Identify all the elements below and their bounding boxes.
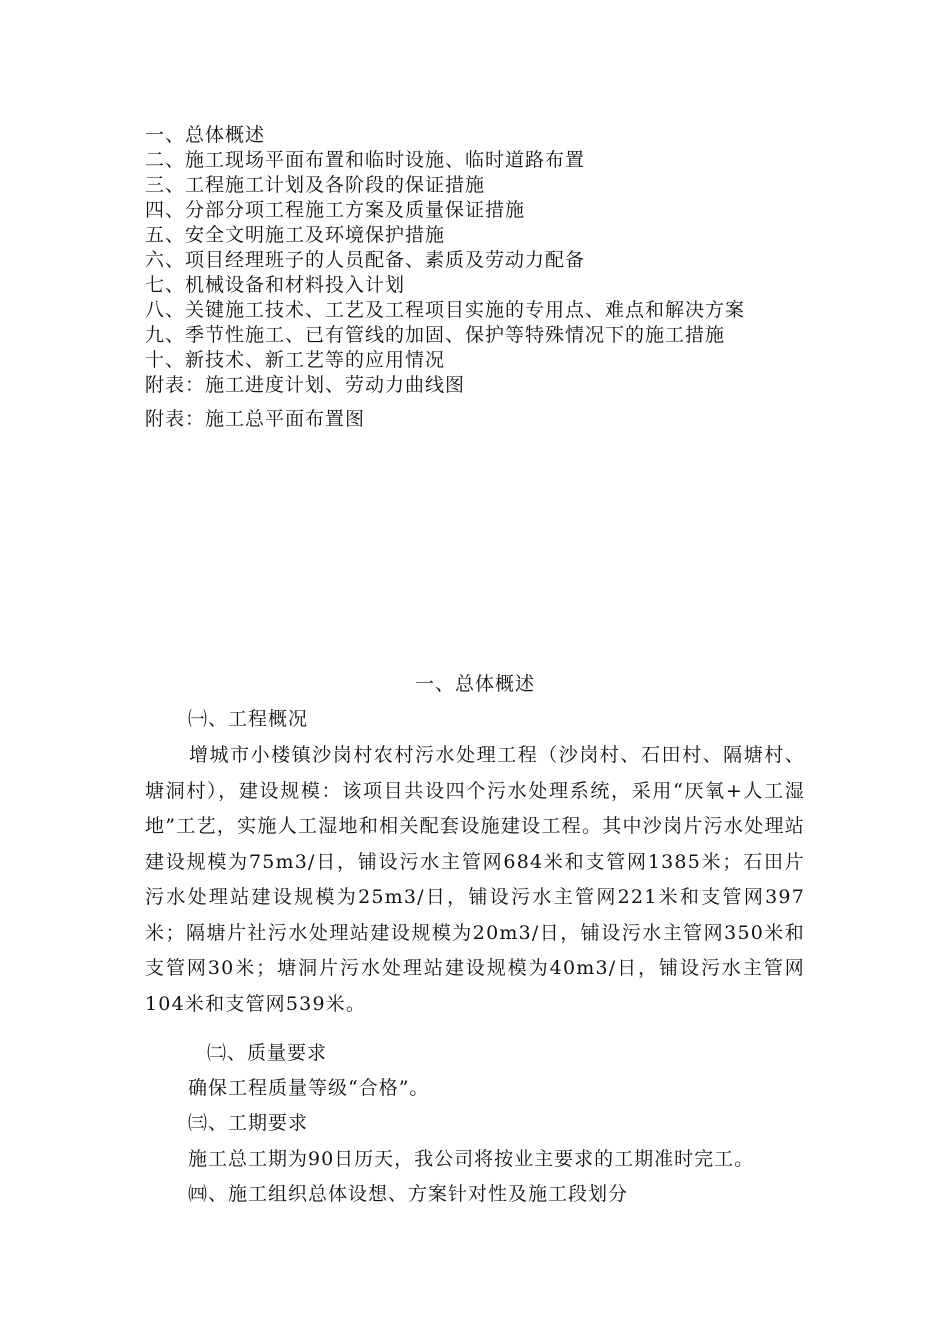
table-of-contents [145, 123, 845, 432]
section-title: 一、总体概述 [414, 673, 535, 695]
toc-item: 二、施工现场平面布置和临时设施、临时道路布置 [145, 149, 586, 171]
subheading-quality-requirements: ㈡、质量要求 [207, 1042, 328, 1064]
schedule-requirements-text: 施工总工期为90日历天，我公司将按业主要求的工期准时完工。 [188, 1148, 755, 1170]
subheading-project-overview: ㈠、工程概况 [188, 708, 309, 730]
toc-item: 七、机械设备和材料投入计划 [145, 274, 406, 296]
subheading-schedule-requirements: ㈢、工期要求 [188, 1112, 309, 1134]
toc-item: 六、项目经理班子的人员配备、素质及劳动力配备 [145, 249, 586, 271]
toc-item: 附表：施工进度计划、劳动力曲线图 [145, 374, 466, 396]
project-overview-paragraph: 增城市小楼镇沙岗村农村污水处理工程（沙岗村、石田村、隔塘村、塘洞村），建设规模：该项目共设四个污水处理系统，采用“厌氧+人工湿地”工艺，实施人工湿地和相关配套设施建设工程。其中沙岗片污水处理站建设规模为75m3/日，铺设污水主管网684米和支管网1385米；石田片污水处理站建设规模为25m3/日，铺设污水主管网221米和支管网397米；隔塘片社污水处理站建设规模为20m3/日，铺设污水主管网350米和支管网30米；塘洞片污水处理站建设规模为40m3/日，铺设污水主管网104米和支管网539米。 [145, 744, 805, 1015]
toc-item: 十、新技术、新工艺等的应用情况 [145, 349, 446, 371]
toc-item: 四、分部分项工程施工方案及质量保证措施 [145, 199, 526, 221]
toc-item: 三、工程施工计划及各阶段的保证措施 [145, 174, 486, 196]
toc-item: 九、季节性施工、已有管线的加固、保护等特殊情况下的施工措施 [145, 324, 726, 346]
quality-requirements-text: 确保工程质量等级“合格”。 [188, 1077, 430, 1099]
toc-item: 附表：施工总平面布置图 [145, 408, 366, 430]
toc-item: 五、安全文明施工及环境保护措施 [145, 224, 446, 246]
toc-item: 八、关键施工技术、工艺及工程项目实施的专用点、难点和解决方案 [145, 299, 746, 321]
toc-item: 一、总体概述 [145, 124, 266, 146]
subheading-construction-organization: ㈣、施工组织总体设想、方案针对性及施工段划分 [188, 1183, 629, 1205]
